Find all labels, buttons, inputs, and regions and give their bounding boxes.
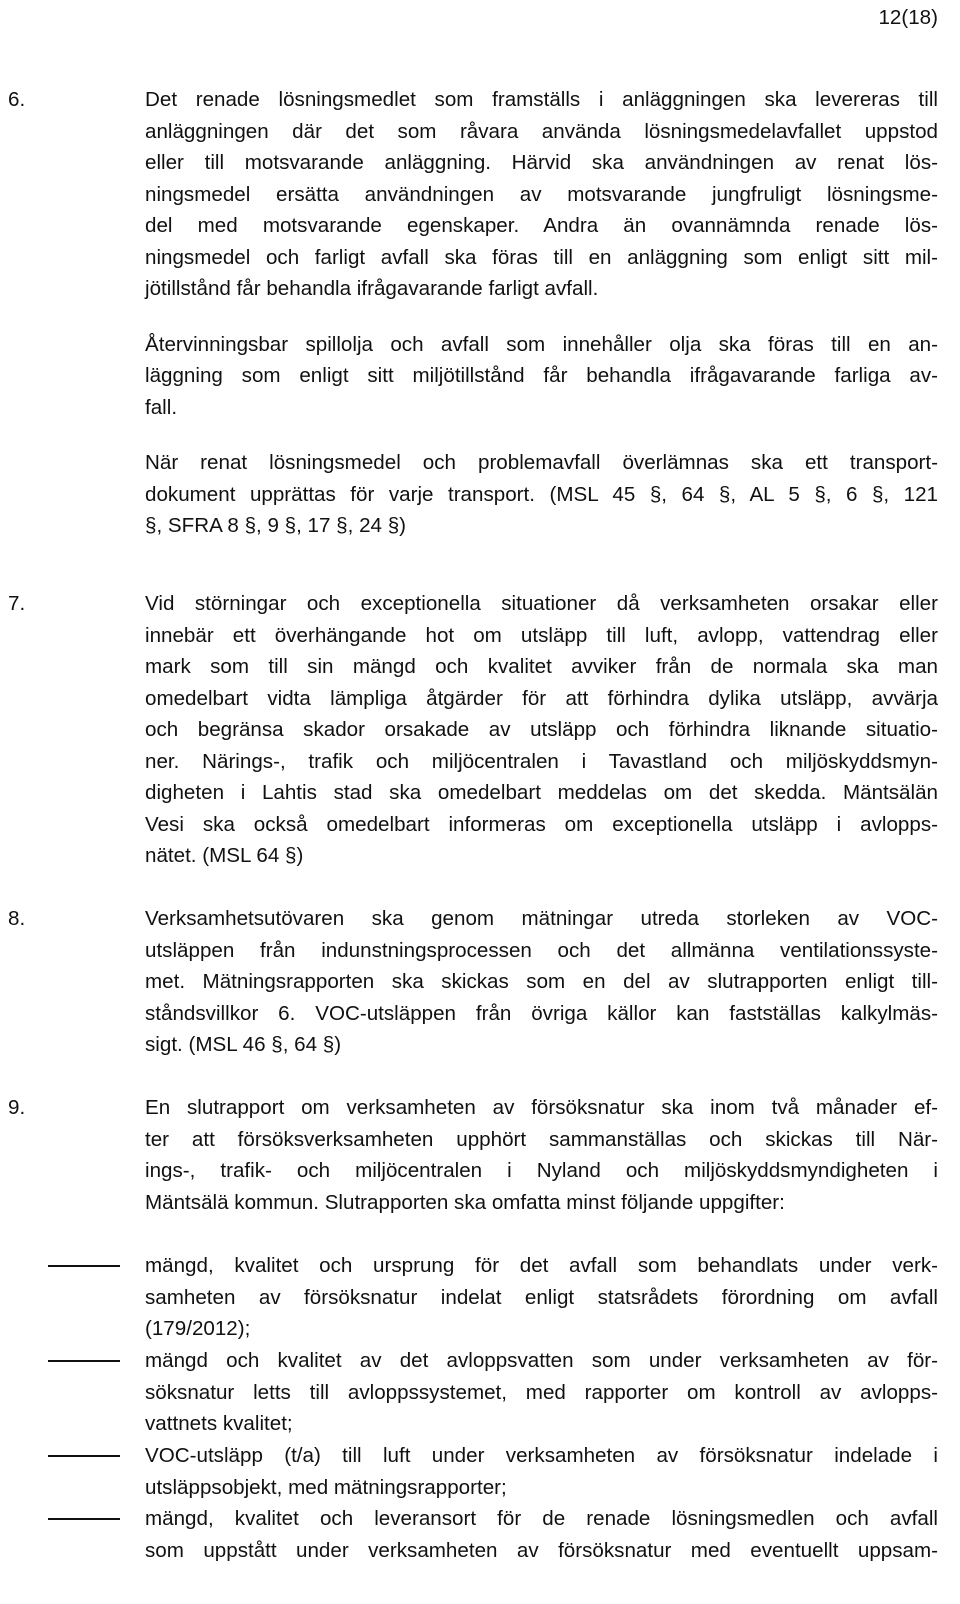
text-line: ter att försöksverksamheten upphört sammanställas och skickas till När- [145, 1127, 938, 1151]
text-line: När renat lösningsmedel och problemavfall överlämnas ska ett transport- [145, 451, 938, 474]
paragraph [145, 329, 938, 424]
text-line: eller till motsvarande anläggning. Härvid ska användningen av renat lös- [145, 151, 938, 174]
text-line: som uppstått under verksamheten av försöksnatur med eventuellt uppsam- [145, 1538, 938, 1562]
text-line: (179/2012); [145, 1317, 251, 1340]
text-line: söksnatur letts till avloppssystemet, med rapporter om kontroll av avlopps- [145, 1380, 938, 1404]
text-line: mark som till sin mängd och kvalitet avviker från de normala ska man [145, 655, 938, 678]
text-line: omedelbart vidta lämpliga åtgärder för att förhindra dylika utsläpp, avvärja [145, 686, 938, 710]
text-line: Vid störningar och exceptionella situationer då verksamheten orsakar eller [145, 592, 938, 615]
text-line: utsläppsobjekt, med mätningsrapporter; [145, 1475, 507, 1499]
item-body [145, 903, 938, 1061]
text-line: Det renade lösningsmedlet som framställs i anläggningen ska levereras till [145, 88, 938, 111]
dash-bullet [48, 1265, 120, 1267]
text-line: sigt. (MSL 46 §, 64 §) [145, 1033, 342, 1056]
text-line: ningsmedel ersätta användningen av motsvarande jungfruligt lösningsme- [145, 182, 938, 206]
text-line: Vesi ska också omedelbart informeras om exceptionella utsläpp i avlopps- [145, 812, 938, 836]
text-line: läggning som enligt sitt miljötillstånd får behandla ifrågavarande farliga av- [145, 364, 938, 387]
paragraph [145, 1092, 938, 1218]
text-line: samheten av försöksnatur indelat enligt statsrådets förordning om avfall [145, 1285, 938, 1309]
item-number: 7. [8, 592, 26, 615]
item-body [145, 588, 938, 872]
text-line: utsläppen från indunstningsprocessen och det allmänna ventilationssyste- [145, 938, 938, 962]
condition-item-7 [0, 588, 960, 872]
text-line: En slutrapport om verksamheten av försöksnatur ska inom två månader ef- [145, 1096, 938, 1119]
text-line: vattnets kvalitet; [145, 1412, 293, 1435]
text-line: mängd, kvalitet och ursprung för det avfall som behandlats under verk- [145, 1254, 938, 1277]
item-number: 6. [8, 88, 26, 111]
bullet-body [145, 1503, 938, 1566]
paragraph [145, 84, 938, 305]
item-number: 8. [8, 907, 26, 930]
bullet-body [145, 1345, 938, 1440]
item-number: 9. [8, 1096, 26, 1119]
dash-bullet [48, 1518, 120, 1520]
item-body [145, 1092, 938, 1218]
condition-item-8 [0, 903, 960, 1061]
text-line: nätet. (MSL 64 §) [145, 844, 304, 867]
bullet-item [0, 1345, 960, 1440]
text-line: Återvinningsbar spillolja och avfall som innehåller olja ska föras till en an- [145, 332, 938, 356]
text-line: mängd och kvalitet av det avloppsvatten som under verksamheten av för- [145, 1349, 938, 1372]
text-line: ings-, trafik- och miljöcentralen i Nyland och miljöskyddsmyndigheten i [145, 1159, 938, 1182]
text-line: digheten i Lahtis stad ska omedelbart meddelas om det skedda. Mäntsälän [145, 781, 938, 804]
bullet-body [145, 1250, 938, 1345]
text-line: innebär ett överhängande hot om utsläpp till luft, avlopp, vattendrag eller [145, 623, 938, 647]
item-body [145, 84, 938, 542]
condition-item-6 [0, 84, 960, 542]
bullet-item [0, 1250, 960, 1345]
text-line: dokument upprättas för varje transport. (MSL 45 §, 64 §, AL 5 §, 6 §, 121 [145, 482, 938, 506]
paragraph [145, 903, 938, 1061]
condition-item-9 [0, 1092, 960, 1218]
paragraph [145, 588, 938, 872]
paragraph [145, 447, 938, 542]
text-line: del med motsvarande egenskaper. Andra än ovannämnda renade lös- [145, 214, 938, 237]
text-line: anläggningen där det som råvara använda lösningsmedelavfallet uppstod [145, 119, 938, 143]
text-line: och begränsa skador orsakade av utsläpp och förhindra liknande situatio- [145, 718, 938, 741]
page-number: 12(18) [878, 6, 938, 29]
bullet-body [145, 1440, 938, 1503]
text-line: fall. [145, 395, 178, 419]
text-line: Verksamhetsutövaren ska genom mätningar utreda storleken av VOC- [145, 907, 938, 930]
text-line: met. Mätningsrapporten ska skickas som en del av slutrapporten enligt till- [145, 970, 938, 993]
text-line: mängd, kvalitet och leveransort för de renade lösningsmedlen och avfall [145, 1507, 938, 1530]
text-line: jötillstånd får behandla ifrågavarande farligt avfall. [145, 277, 599, 300]
text-line: §, SFRA 8 §, 9 §, 17 §, 24 §) [145, 514, 407, 537]
text-line: ningsmedel och farligt avfall ska föras till en anläggning som enligt sitt mil- [145, 245, 938, 269]
text-line: ner. Närings-, trafik och miljöcentralen i Tavastland och miljöskyddsmyn- [145, 749, 938, 773]
bullet-item [0, 1503, 960, 1566]
text-line: VOC-utsläpp (t/a) till luft under verksamheten av försöksnatur indelade i [145, 1444, 938, 1467]
dash-bullet [48, 1455, 120, 1457]
text-line: ståndsvillkor 6. VOC-utsläppen från övriga källor kan fastställas kalkylmäs- [145, 1001, 938, 1025]
dash-bullet [48, 1360, 120, 1362]
bullet-item [0, 1440, 960, 1503]
text-line: Mäntsälä kommun. Slutrapporten ska omfatta minst följande uppgifter: [145, 1190, 785, 1214]
